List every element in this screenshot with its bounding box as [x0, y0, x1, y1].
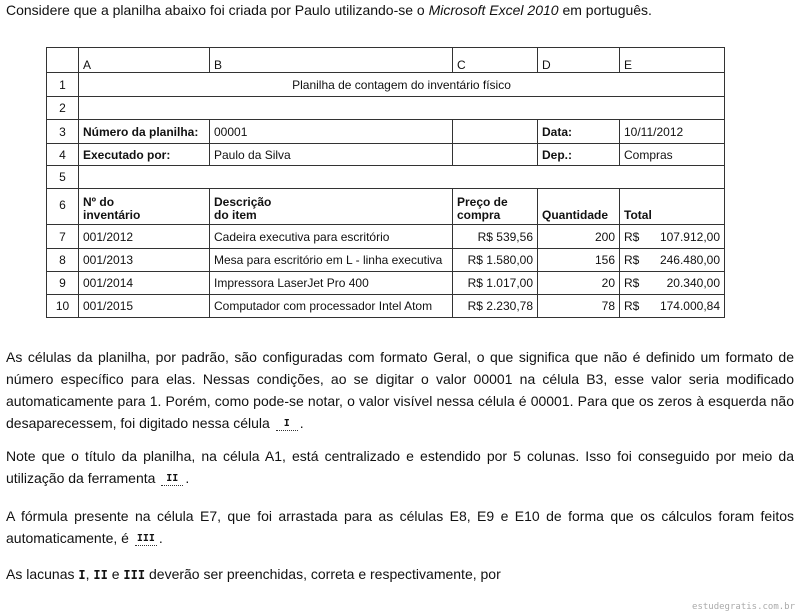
separator: e: [107, 566, 124, 582]
column-header-row: [47, 48, 725, 73]
currency-symbol: R$: [624, 276, 640, 290]
spreadsheet: [46, 47, 725, 318]
row-number: 8: [47, 249, 79, 272]
intro-software: Microsoft Excel 2010: [428, 2, 559, 18]
column-header-a: A: [79, 48, 210, 73]
row-number: 4: [47, 144, 79, 166]
column-header-b: B: [210, 48, 453, 73]
column-header-e: E: [620, 48, 725, 73]
item-code: 001/2013: [79, 249, 210, 272]
watermark: estudegratis.com.br: [692, 602, 795, 612]
paragraph-text: As lacunas: [6, 566, 79, 582]
item-description: Cadeira executiva para escritório: [210, 225, 453, 249]
header-description: [210, 189, 453, 225]
label-executed-by: Executado por:: [79, 144, 210, 166]
label-sheet-number: Número da planilha:: [79, 120, 210, 144]
question-intro: [6, 2, 652, 18]
header-inventory-number: [79, 189, 210, 225]
paragraph-2: [6, 445, 794, 489]
item-price: R$ 1.017,00: [453, 272, 538, 295]
item-code: 001/2012: [79, 225, 210, 249]
sheet-row-9: [47, 272, 725, 295]
header-price: [453, 189, 538, 225]
paragraph-end: .: [185, 470, 190, 486]
empty-cell: [453, 144, 538, 166]
intro-text: Considere que a planilha abaixo foi criada por Paulo utilizando-se o: [6, 2, 429, 18]
row-number: 6: [47, 189, 79, 225]
item-quantity: 200: [538, 225, 620, 249]
sheet-row-2: [47, 97, 725, 120]
row-number: 2: [47, 97, 79, 120]
blank-i: I: [276, 418, 298, 431]
paragraph-end: .: [299, 415, 304, 431]
header-line: Nº do: [83, 195, 115, 209]
empty-merged-cell: [79, 166, 725, 189]
total-value: 246.480,00: [659, 253, 720, 267]
value-date: 10/11/2012: [620, 120, 725, 144]
paragraph-text: A fórmula presente na célula E7, que foi arrastada para as células E8, E9 e E10 de forma que os cálculos foram feitos automaticamente, é: [6, 508, 794, 546]
paragraph-4: [6, 563, 794, 586]
item-quantity: 78: [538, 295, 620, 318]
header-total: Total: [620, 189, 725, 225]
value-sheet-number: 00001: [210, 120, 453, 144]
total-value: 174.000,84: [659, 299, 720, 313]
gap-label-iii: III: [123, 568, 146, 582]
empty-cell: [453, 120, 538, 144]
empty-merged-cell: [79, 97, 725, 120]
sheet-row-3: [47, 120, 725, 144]
item-quantity: 20: [538, 272, 620, 295]
gap-label-i: I: [78, 568, 86, 582]
header-quantity: Quantidade: [538, 189, 620, 225]
paragraph-3: [6, 505, 794, 549]
total-value: 107.912,00: [659, 229, 720, 244]
item-code: 001/2014: [79, 272, 210, 295]
item-description: Mesa para escritório em L - linha executiva: [210, 249, 453, 272]
item-total: [620, 249, 725, 272]
row-number: 9: [47, 272, 79, 295]
item-price: R$ 2.230,78: [453, 295, 538, 318]
currency-symbol: R$: [624, 253, 640, 267]
paragraph-end: .: [158, 530, 163, 546]
sheet-row-10: [47, 295, 725, 318]
paragraph-1: [6, 346, 794, 434]
item-total: [620, 272, 725, 295]
column-header-d: D: [538, 48, 620, 73]
sheet-row-1: [47, 73, 725, 97]
sheet-row-8: [47, 249, 725, 272]
blank-ii: II: [161, 473, 183, 486]
item-quantity: 156: [538, 249, 620, 272]
item-description: Impressora LaserJet Pro 400: [210, 272, 453, 295]
label-date: Data:: [538, 120, 620, 144]
row-number: 3: [47, 120, 79, 144]
value-department: Compras: [620, 144, 725, 166]
paragraph-text: deverão ser preenchidas, correta e respectivamente, por: [145, 566, 501, 582]
row-number: 1: [47, 73, 79, 97]
item-description: Computador com processador Intel Atom: [210, 295, 453, 318]
corner-cell: [47, 48, 79, 73]
sheet-row-4: [47, 144, 725, 166]
blank-iii: III: [136, 533, 155, 544]
currency-symbol: R$: [624, 229, 640, 244]
currency-symbol: R$: [624, 299, 640, 313]
paragraph-text: As células da planilha, por padrão, são configuradas com formato Geral, o que significa que não é definido um formato de número específico para elas. Nessas condições, ao se digitar o valor 00001 na célula B3, esse valor seria modificado automaticamente para 1. Porém, como pode-se notar, o valor visível nessa célula é 00001. Para que os zeros à esquerda não desaparecessem, foi digitado nessa célula: [6, 349, 794, 431]
header-line: Descrição: [214, 195, 272, 209]
separator: ,: [85, 566, 94, 582]
row-number: 7: [47, 225, 79, 249]
item-price: R$ 1.580,00: [453, 249, 538, 272]
sheet-title: Planilha de contagem do inventário físico: [79, 73, 725, 97]
row-number: 10: [47, 295, 79, 318]
gap-label-ii: II: [93, 568, 108, 582]
label-department: Dep.:: [538, 144, 620, 166]
total-value: 20.340,00: [666, 276, 720, 290]
sheet-row-7: [47, 225, 725, 249]
intro-text-end: em português.: [558, 2, 652, 18]
row-number: 5: [47, 166, 79, 189]
item-price: R$ 539,56: [453, 225, 538, 249]
item-total: [620, 225, 725, 249]
sheet-row-5: [47, 166, 725, 189]
header-line: inventário: [83, 208, 141, 222]
header-line: do item: [214, 208, 257, 222]
sheet-row-6: [47, 189, 725, 225]
item-total: [620, 295, 725, 318]
value-executed-by: Paulo da Silva: [210, 144, 453, 166]
item-code: 001/2015: [79, 295, 210, 318]
column-header-c: C: [453, 48, 538, 73]
header-line: compra: [457, 208, 501, 222]
paragraph-text: Note que o título da planilha, na célula A1, está centralizado e estendido por 5 colunas. Isso foi conseguido por meio da utilização da ferramenta: [6, 448, 794, 486]
header-line: Preço de: [457, 195, 508, 209]
